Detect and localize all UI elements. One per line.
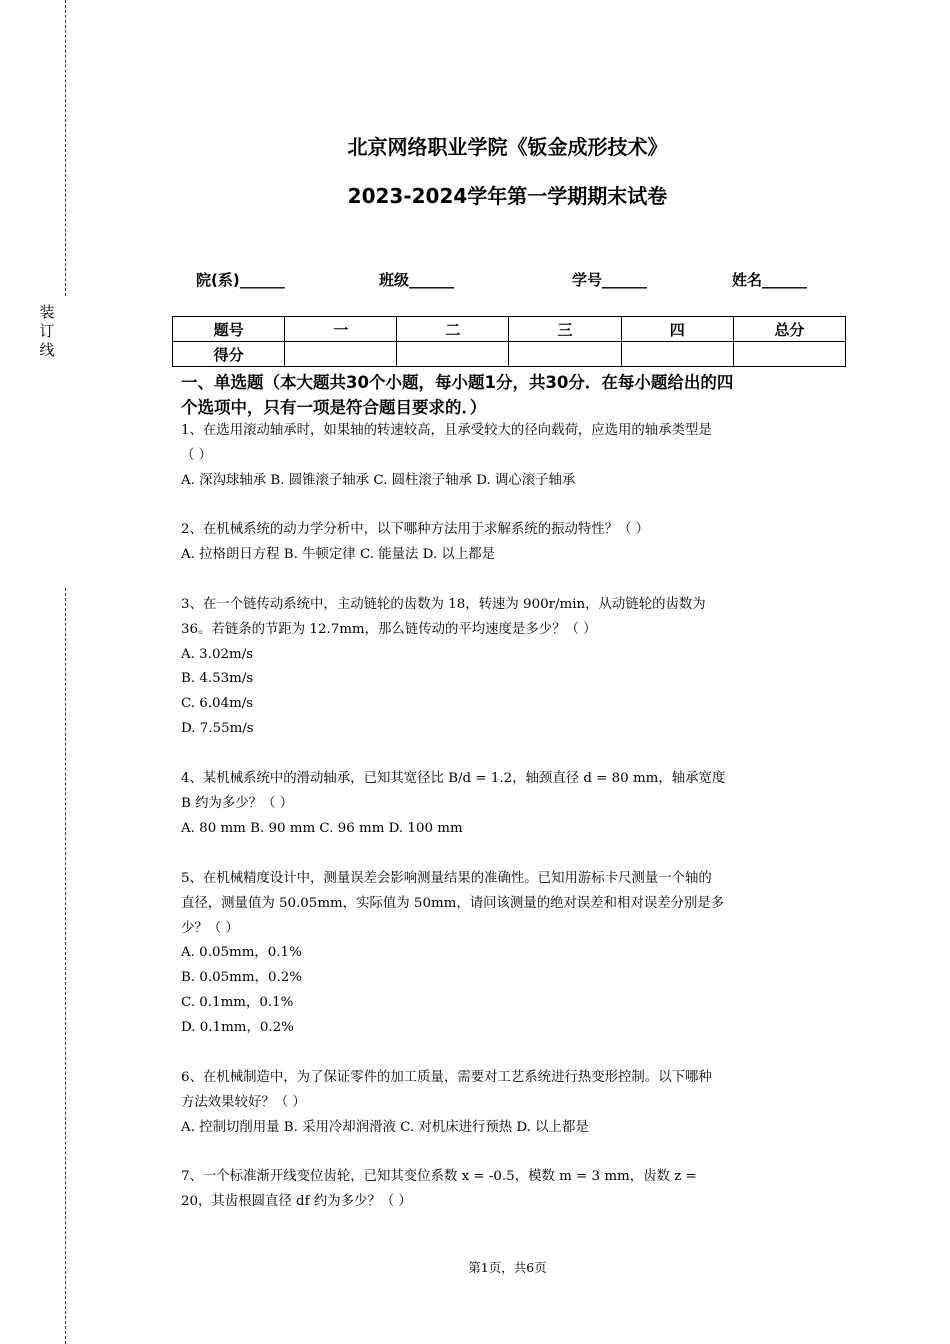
question-text: 20，其齿根圆直径 df 约为多少？（ ） <box>181 1193 412 1209</box>
option-c: C. 6.04m/s <box>181 696 254 712</box>
page-footer: 第1页，共6页 <box>468 1260 547 1275</box>
question-7 <box>181 1165 846 1215</box>
option-a: A. 3.02m/s <box>181 646 254 662</box>
score-input-cell[interactable] <box>285 342 397 367</box>
department-field: 院(系)______ <box>196 271 285 289</box>
question-text: B 约为多少？（ ） <box>181 795 294 811</box>
option-d: D. 0.1mm，0.2% <box>181 1019 294 1035</box>
question-text: 1、在选用滚动轴承时，如果轴的转速较高，且承受较大的径向载荷，应选用的轴承类型是 <box>181 423 712 438</box>
question-options: A. 拉格朗日方程 B. 牛顿定律 C. 能量法 D. 以上都是 <box>181 546 495 562</box>
option-d: D. 7.55m/s <box>181 720 254 736</box>
question-text: （ ） <box>181 447 213 463</box>
option-b: B. 0.05mm，0.2% <box>181 970 302 986</box>
score-table-cell: 一 <box>285 317 397 342</box>
binding-dashed-line-bottom <box>65 588 66 1344</box>
option-c: C. 0.1mm，0.1% <box>181 994 294 1010</box>
question-text: 方法效果较好？（ ） <box>181 1094 306 1110</box>
score-table-header-row <box>173 317 846 342</box>
score-table <box>172 316 846 367</box>
score-table-cell: 三 <box>509 317 621 342</box>
score-input-cell[interactable] <box>621 342 733 367</box>
question-text: 5、在机械精度设计中，测量误差会影响测量结果的准确性。已知用游标卡尺测量一个轴的 <box>181 871 712 886</box>
binding-label: 装订线 <box>39 303 55 359</box>
score-input-cell[interactable] <box>733 342 845 367</box>
question-options: A. 深沟球轴承 B. 圆锥滚子轴承 C. 圆柱滚子轴承 D. 调心滚子轴承 <box>181 472 576 488</box>
question-options: A. 80 mm B. 90 mm C. 96 mm D. 100 mm <box>181 820 463 836</box>
section-heading <box>181 370 841 420</box>
question-5 <box>181 867 846 1041</box>
class-field: 班级______ <box>379 271 455 289</box>
question-text: 4、某机械系统中的滑动轴承，已知其宽径比 B/d = 1.2，轴颈直径 d = 80 mm，轴承宽度 <box>181 771 726 786</box>
option-b: B. 4.53m/s <box>181 671 254 687</box>
score-input-cell[interactable] <box>509 342 621 367</box>
question-options: A. 控制切削用量 B. 采用冷却润滑液 C. 对机床进行预热 D. 以上都是 <box>181 1119 589 1135</box>
section-heading-line: 个选项中，只有一项是符合题目要求的．） <box>181 398 487 417</box>
student-id-field: 学号______ <box>572 271 648 289</box>
question-text: 3、在一个链传动系统中，主动链轮的齿数为 18，转速为 900r/min，从动链轮的齿数为 <box>181 597 706 612</box>
exam-title-line1: 北京网络职业学院《钣金成形技术》 <box>347 135 668 159</box>
score-table-cell: 二 <box>397 317 509 342</box>
question-1 <box>181 419 846 493</box>
question-text: 36。若链条的节距为 12.7mm，那么链传动的平均速度是多少？（ ） <box>181 621 597 637</box>
question-text: 2、在机械系统的动力学分析中，以下哪种方法用于求解系统的振动特性？（ ） <box>181 522 650 537</box>
question-6 <box>181 1066 846 1140</box>
score-table-cell: 题号 <box>173 317 285 342</box>
name-field: 姓名______ <box>732 271 808 289</box>
score-table-cell: 总分 <box>733 317 845 342</box>
question-3 <box>181 593 846 742</box>
score-row-label: 得分 <box>173 342 285 367</box>
score-table-score-row <box>173 342 846 367</box>
exam-title-line2: 2023-2024学年第一学期期末试卷 <box>347 184 668 208</box>
question-2 <box>181 518 846 568</box>
question-text: 7、一个标准渐开线变位齿轮，已知其变位系数 x = -0.5，模数 m = 3 mm，齿数 z = <box>181 1169 697 1184</box>
question-text: 直径，测量值为 50.05mm，实际值为 50mm，请问该测量的绝对误差和相对误差分别是多 <box>181 895 725 911</box>
score-table-cell: 四 <box>621 317 733 342</box>
score-input-cell[interactable] <box>397 342 509 367</box>
question-4 <box>181 767 846 841</box>
question-text: 少？（ ） <box>181 920 239 936</box>
question-text: 6、在机械制造中，为了保证零件的加工质量，需要对工艺系统进行热变形控制。以下哪种 <box>181 1070 712 1085</box>
section-heading-line: 一、单选题（本大题共30个小题，每小题1分，共30分．在每小题给出的四 <box>181 373 734 392</box>
option-a: A. 0.05mm，0.1% <box>181 945 302 961</box>
